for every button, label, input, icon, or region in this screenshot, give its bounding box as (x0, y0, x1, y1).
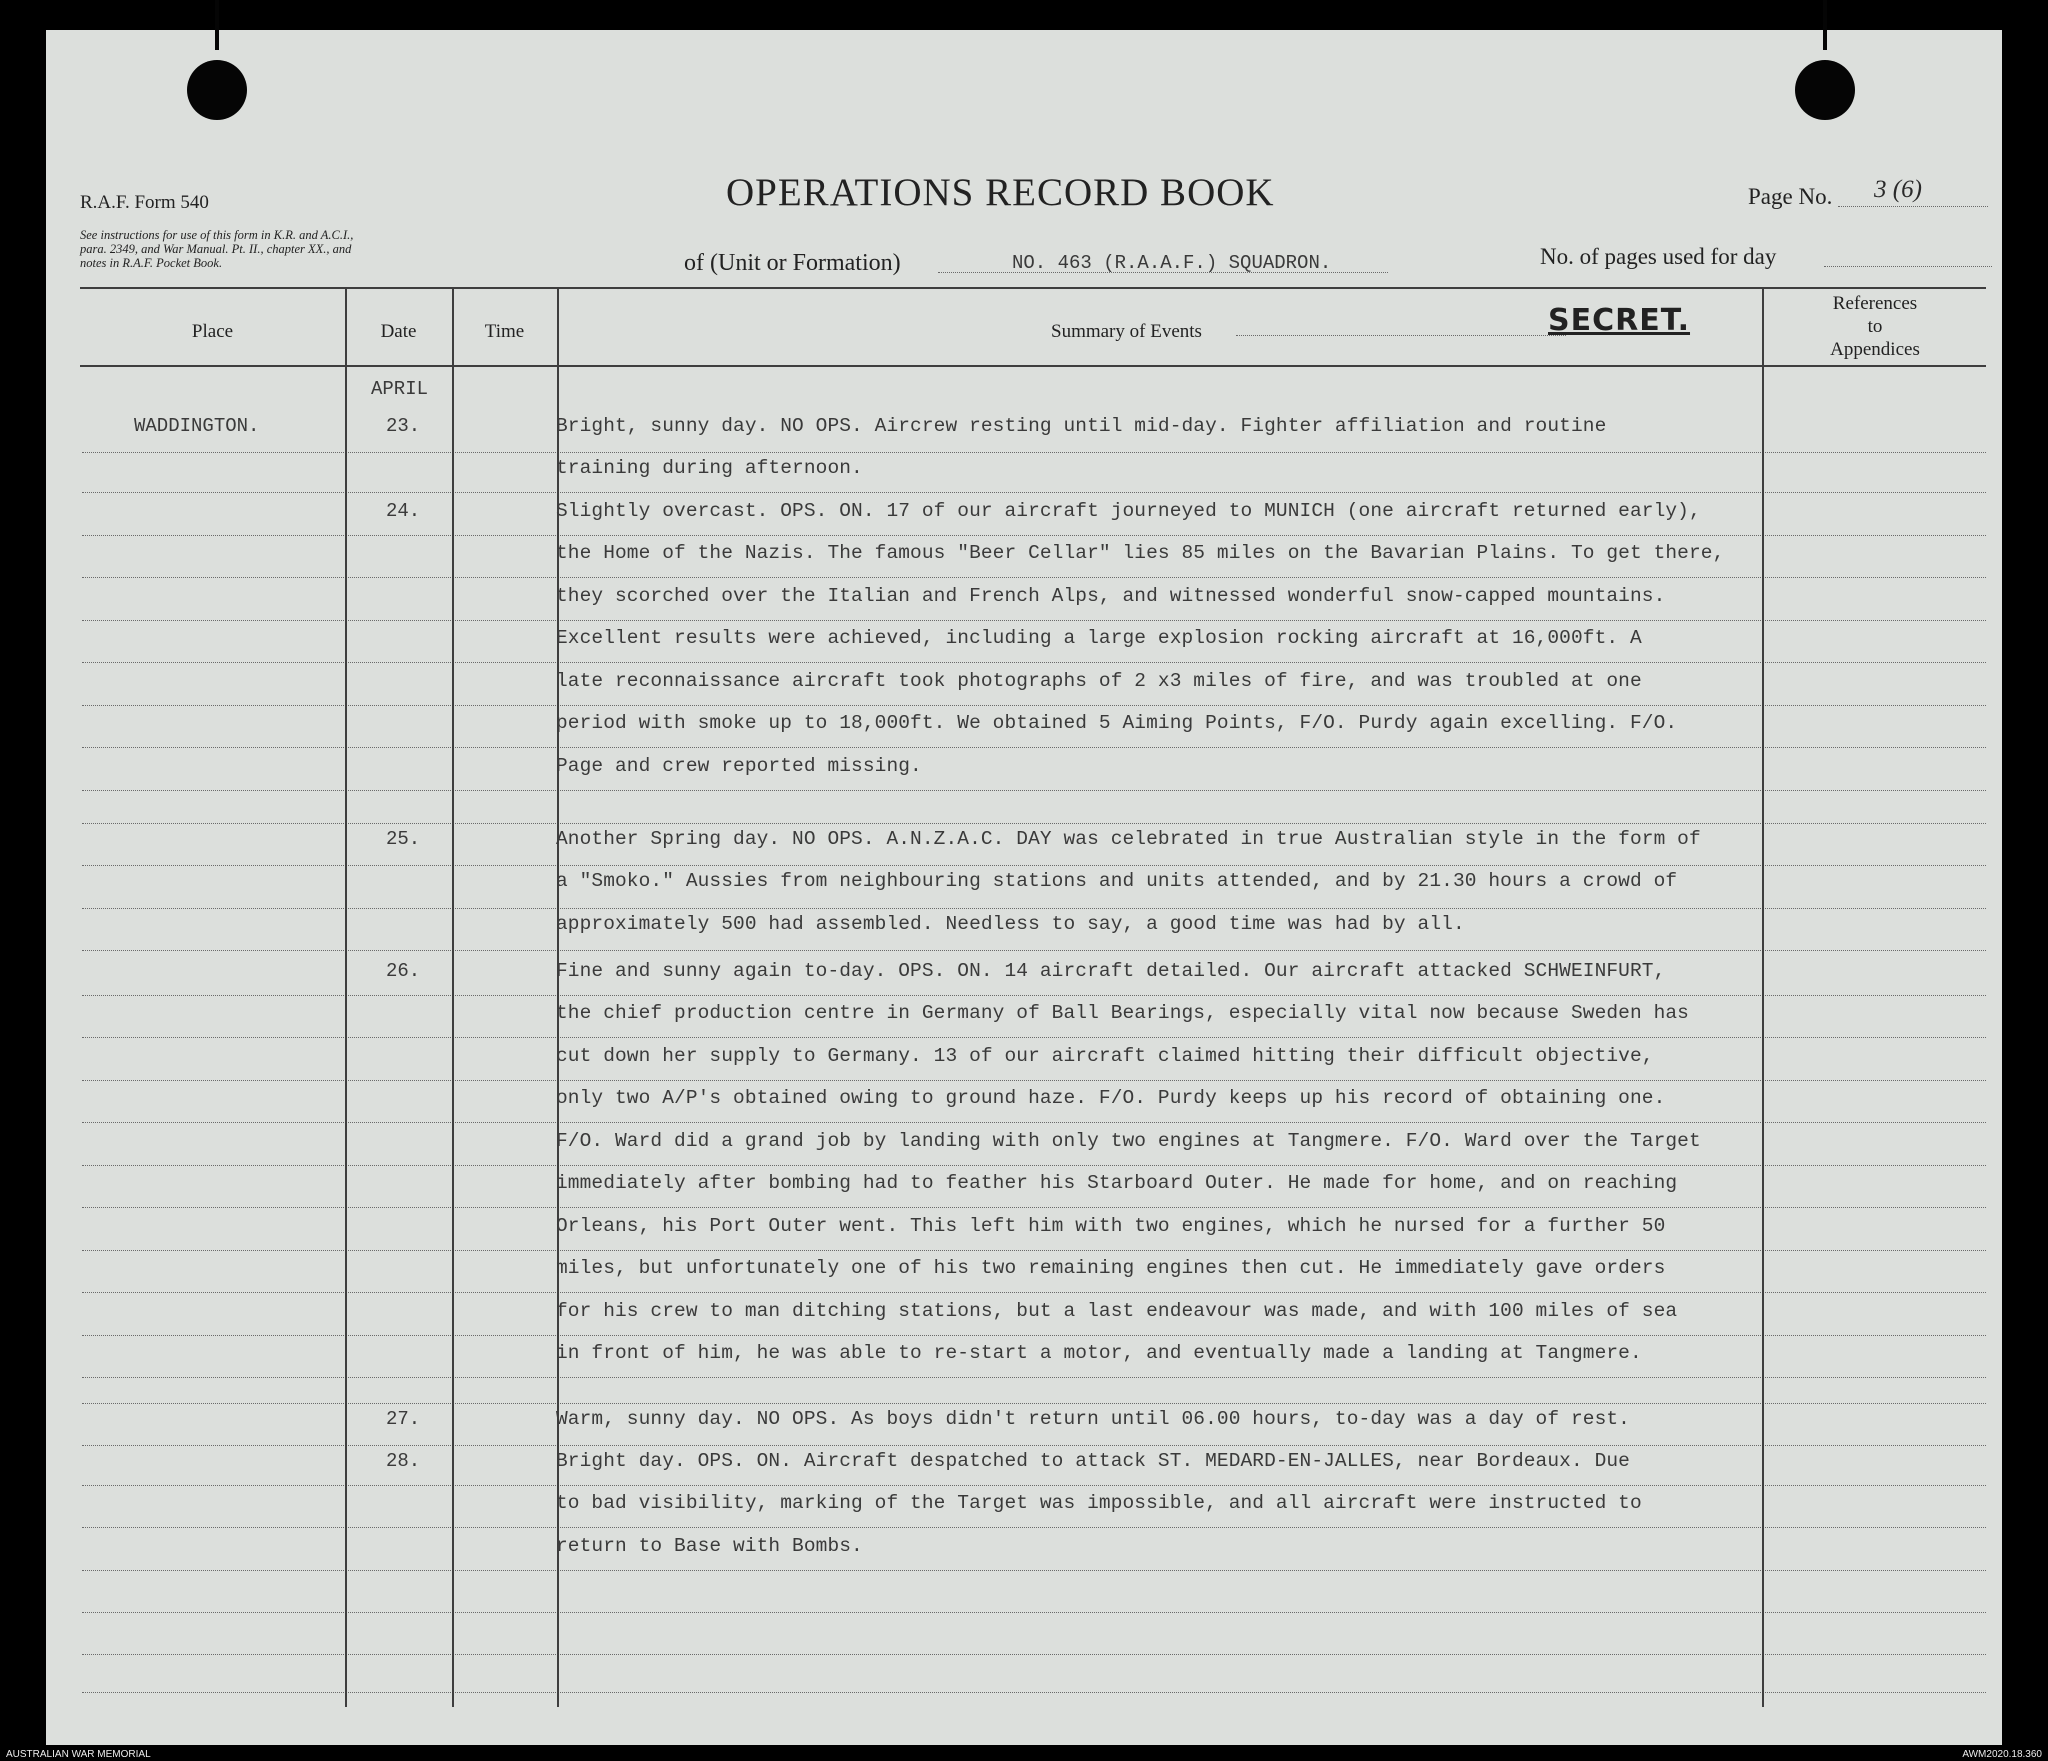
ruled-line (455, 995, 556, 996)
column-header-date: Date (380, 321, 417, 342)
ruled-line (1765, 1165, 1986, 1166)
ruled-line (348, 1037, 451, 1038)
ruled-line (1765, 620, 1986, 621)
column-divider-summary-references (1762, 287, 1764, 1707)
ruled-line (560, 705, 1761, 706)
summary-line: approximately 500 had assembled. Needless to say, a good time was had by all. (556, 913, 1465, 935)
ruled-line (1765, 823, 1986, 824)
ruled-line (82, 1692, 344, 1693)
ruled-line (560, 790, 1761, 791)
ruled-line (1765, 1037, 1986, 1038)
ruled-line (348, 535, 451, 536)
ruled-line (455, 1403, 556, 1404)
references-line: References (1832, 293, 1918, 314)
ruled-line (560, 577, 1761, 578)
ruled-line (560, 1335, 1761, 1336)
ruled-line (455, 1485, 556, 1486)
ruled-line (455, 1122, 556, 1123)
ruled-line (82, 1570, 344, 1571)
column-header-place: Place (191, 321, 234, 342)
ruled-line (348, 452, 451, 453)
ruled-line (1765, 1080, 1986, 1081)
date-entry: 23. (386, 415, 421, 437)
ruled-line (1765, 1570, 1986, 1571)
column-divider-date-time (452, 287, 454, 1707)
ruled-line (348, 950, 451, 951)
ruled-line (348, 1335, 451, 1336)
form-name: R.A.F. Form 540 (80, 192, 209, 213)
ruled-line (82, 1250, 344, 1251)
summary-line: Warm, sunny day. NO OPS. As boys didn't return until 06.00 hours, to-day was a day of rest. (556, 1408, 1630, 1430)
ruled-line (560, 1570, 1761, 1571)
summary-line: Orleans, his Port Outer went. This left him with two engines, which he nursed for a further 50 (556, 1215, 1666, 1237)
pages-used-dotted-line (1824, 266, 1992, 267)
ruled-line (560, 908, 1761, 909)
ruled-line (560, 1612, 1761, 1613)
references-line: Appendices (1830, 339, 1920, 360)
ruled-line (560, 1485, 1761, 1486)
ruled-line (348, 1403, 451, 1404)
ruled-line (82, 1403, 344, 1404)
ruled-line (348, 747, 451, 748)
ruled-line (455, 1377, 556, 1378)
ruled-line (348, 1485, 451, 1486)
ruled-line (82, 823, 344, 824)
ruled-line (1765, 1122, 1986, 1123)
ruled-line (1765, 535, 1986, 536)
ruled-line (455, 950, 556, 951)
ruled-line (82, 452, 344, 453)
summary-line: for his crew to man ditching stations, but a last endeavour was made, and with 100 miles of sea (556, 1300, 1678, 1322)
ruled-line (455, 1654, 556, 1655)
ruled-line (82, 1165, 344, 1166)
ruled-line (348, 1122, 451, 1123)
summary-line: Fine and sunny again to-day. OPS. ON. 14 aircraft detailed. Our aircraft attacked SCHWEINFURT, (556, 960, 1666, 982)
ruled-line (455, 577, 556, 578)
ruled-line (82, 662, 344, 663)
ruled-line (560, 620, 1761, 621)
ruled-line (560, 1527, 1761, 1528)
ruled-line (560, 747, 1761, 748)
ruled-line (560, 452, 1761, 453)
ruled-line (1765, 908, 1986, 909)
ruled-line (82, 747, 344, 748)
ruled-line (348, 908, 451, 909)
page-title: OPERATIONS RECORD BOOK (726, 171, 1275, 214)
ruled-line (455, 1207, 556, 1208)
ruled-line (82, 577, 344, 578)
ruled-line (1765, 995, 1986, 996)
ruled-line (348, 1080, 451, 1081)
ruled-line (455, 620, 556, 621)
instructions-line: para. 2349, and War Manual. Pt. II., chapter XX., and (80, 242, 352, 256)
ruled-line (560, 995, 1761, 996)
ruled-line (82, 535, 344, 536)
ruled-line (455, 1527, 556, 1528)
ruled-line (1765, 1654, 1986, 1655)
instructions-block (80, 228, 353, 270)
place-entry: WADDINGTON. (134, 415, 260, 437)
ruled-line (82, 1292, 344, 1293)
ruled-line (455, 1692, 556, 1693)
ruled-line (348, 662, 451, 663)
date-entry: 24. (386, 500, 421, 522)
ruled-line (82, 1207, 344, 1208)
ruled-line (348, 865, 451, 866)
ruled-line (560, 1122, 1761, 1123)
pages-used-label: No. of pages used for day (1540, 244, 1777, 269)
summary-line: the Home of the Nazis. The famous "Beer Cellar" lies 85 miles on the Bavarian Plains. To get there, (556, 542, 1725, 564)
ruled-line (348, 705, 451, 706)
ruled-line (560, 1080, 1761, 1081)
ruled-line (82, 1377, 344, 1378)
ruled-line (82, 950, 344, 951)
summary-header-dotted-line (1236, 335, 1566, 336)
summary-line: Bright day. OPS. ON. Aircraft despatched to attack ST. MEDARD-EN-JALLES, near Bordeaux. Due (556, 1450, 1630, 1472)
column-divider-place-date (345, 287, 347, 1707)
ruled-line (1765, 662, 1986, 663)
ruled-line (1765, 1612, 1986, 1613)
instructions-line: See instructions for use of this form in K.R. and A.C.I., (80, 228, 354, 242)
summary-line: return to Base with Bombs. (556, 1535, 863, 1557)
ruled-line (560, 1207, 1761, 1208)
ruled-line (82, 1485, 344, 1486)
ruled-line (560, 492, 1761, 493)
summary-line: the chief production centre in Germany of Ball Bearings, especially vital now because Sweden has (556, 1002, 1689, 1024)
ruled-line (455, 823, 556, 824)
summary-line: F/O. Ward did a grand job by landing with only two engines at Tangmere. F/O. Ward over the Target (556, 1130, 1701, 1152)
instructions-line: notes in R.A.F. Pocket Book. (80, 256, 223, 270)
ruled-line (455, 1250, 556, 1251)
summary-line: late reconnaissance aircraft took photographs of 2 x3 miles of fire, and was troubled at one (556, 670, 1642, 692)
ruled-line (82, 1654, 344, 1655)
ruled-line (348, 1207, 451, 1208)
ruled-line (82, 1037, 344, 1038)
ruled-line (348, 1165, 451, 1166)
summary-line: Page and crew reported missing. (556, 755, 922, 777)
references-line: to (1867, 316, 1883, 337)
ruled-line (82, 1612, 344, 1613)
summary-line: to bad visibility, marking of the Target was impossible, and all aircraft were instructed to (556, 1492, 1642, 1514)
ruled-line (560, 865, 1761, 866)
table-header-rule (80, 365, 1986, 367)
ruled-line (82, 705, 344, 706)
ruled-line (455, 1165, 556, 1166)
ruled-line (560, 1250, 1761, 1251)
ruled-line (455, 790, 556, 791)
ruled-line (82, 908, 344, 909)
ruled-line (455, 1292, 556, 1293)
ruled-line (560, 1037, 1761, 1038)
ruled-line (455, 1080, 556, 1081)
ruled-line (348, 1445, 451, 1446)
ruled-line (348, 1692, 451, 1693)
date-entry: 26. (386, 960, 421, 982)
ruled-line (455, 865, 556, 866)
archive-credit-left: AUSTRALIAN WAR MEMORIAL (6, 1749, 151, 1760)
page-no-dotted-line (1838, 206, 1988, 207)
ruled-line (82, 995, 344, 996)
ruled-line (1765, 577, 1986, 578)
ruled-line (1765, 790, 1986, 791)
ruled-line (348, 995, 451, 996)
ruled-line (82, 1335, 344, 1336)
ruled-line (1765, 1292, 1986, 1293)
column-header-time: Time (484, 321, 525, 342)
ruled-line (1765, 1692, 1986, 1693)
summary-line: in front of him, he was able to re-start a motor, and eventually made a landing at Tangmere. (556, 1342, 1642, 1364)
ruled-line (1765, 1377, 1986, 1378)
ruled-line (1765, 1250, 1986, 1251)
record-sheet (46, 30, 2002, 1745)
ruled-line (560, 1165, 1761, 1166)
ruled-line (82, 1527, 344, 1528)
ruled-line (455, 452, 556, 453)
ruled-line (455, 908, 556, 909)
summary-line: training during afternoon. (556, 457, 863, 479)
ruled-line (1765, 705, 1986, 706)
ruled-line (455, 747, 556, 748)
ruled-line (82, 1445, 344, 1446)
date-entry: 27. (386, 1408, 421, 1430)
ruled-line (348, 1250, 451, 1251)
ruled-line (455, 662, 556, 663)
unit-value: NO. 463 (R.A.A.F.) SQUADRON. (1012, 252, 1332, 274)
summary-line: miles, but unfortunately one of his two remaining engines then cut. He immediately gave orders (556, 1257, 1666, 1279)
ruled-line (560, 1377, 1761, 1378)
column-header-references (1764, 292, 1986, 361)
summary-line: period with smoke up to 18,000ft. We obtained 5 Aiming Points, F/O. Purdy again excelling. F/O. (556, 712, 1678, 734)
page-no-value: 3 (6) (1874, 176, 1922, 203)
ruled-line (1765, 1527, 1986, 1528)
date-entry: 25. (386, 828, 421, 850)
ruled-line (455, 535, 556, 536)
ruled-line (82, 865, 344, 866)
ruled-line (560, 1403, 1761, 1404)
ruled-line (82, 790, 344, 791)
ruled-line (1765, 1207, 1986, 1208)
ruled-line (455, 1335, 556, 1336)
date-entry: 28. (386, 1450, 421, 1472)
ruled-line (348, 790, 451, 791)
ruled-line (560, 1445, 1761, 1446)
ruled-line (1765, 1335, 1986, 1336)
ruled-line (1765, 1485, 1986, 1486)
ruled-line (348, 1654, 451, 1655)
summary-line: Excellent results were achieved, including a large explosion rocking aircraft at 16,000ft. A (556, 627, 1642, 649)
ruled-line (348, 577, 451, 578)
ruled-line (560, 1692, 1761, 1693)
punch-hole-left-icon (187, 60, 247, 120)
punch-hole-stem-right (1823, 0, 1827, 50)
ruled-line (560, 950, 1761, 951)
ruled-line (348, 1377, 451, 1378)
ruled-line (1765, 865, 1986, 866)
ruled-line (455, 492, 556, 493)
ruled-line (348, 620, 451, 621)
ruled-line (560, 535, 1761, 536)
ruled-line (455, 1570, 556, 1571)
ruled-line (455, 1445, 556, 1446)
ruled-line (348, 1612, 451, 1613)
punch-hole-stem-left (215, 0, 219, 50)
ruled-line (560, 662, 1761, 663)
ruled-line (82, 620, 344, 621)
ruled-line (348, 1570, 451, 1571)
archive-credit-right: AWM2020.18.360 (1962, 1749, 2042, 1760)
summary-line: cut down her supply to Germany. 13 of our aircraft claimed hitting their difficult objective, (556, 1045, 1654, 1067)
punch-hole-right-icon (1795, 60, 1855, 120)
secret-stamp: SECRET. (1548, 303, 1691, 338)
summary-line: Slightly overcast. OPS. ON. 17 of our aircraft journeyed to MUNICH (one aircraft returned early), (556, 500, 1701, 522)
summary-line: Bright, sunny day. NO OPS. Aircrew resting until mid-day. Fighter affiliation and routine (556, 415, 1607, 437)
ruled-line (560, 1292, 1761, 1293)
column-header-summary: Summary of Events (1051, 321, 1202, 342)
ruled-line (82, 1122, 344, 1123)
ruled-line (455, 705, 556, 706)
table-top-rule (80, 287, 1986, 289)
ruled-line (1765, 492, 1986, 493)
page-no-label: Page No. (1748, 184, 1833, 209)
summary-line: Another Spring day. NO OPS. A.N.Z.A.C. DAY was celebrated in true Australian style in the form of (556, 828, 1701, 850)
ruled-line (1765, 452, 1986, 453)
ruled-line (455, 1037, 556, 1038)
summary-line: a "Smoko." Aussies from neighbouring stations and units attended, and by 21.30 hours a crowd of (556, 870, 1678, 892)
ruled-line (1765, 950, 1986, 951)
ruled-line (82, 492, 344, 493)
ruled-line (348, 492, 451, 493)
ruled-line (560, 823, 1761, 824)
ruled-line (1765, 1403, 1986, 1404)
ruled-line (560, 1654, 1761, 1655)
summary-line: they scorched over the Italian and French Alps, and witnessed wonderful snow-capped mountains. (556, 585, 1666, 607)
summary-line: only two A/P's obtained owing to ground haze. F/O. Purdy keeps up his record of obtaining one. (556, 1087, 1666, 1109)
summary-line: immediately after bombing had to feather his Starboard Outer. He made for home, and on reaching (556, 1172, 1678, 1194)
ruled-line (82, 1080, 344, 1081)
ruled-line (348, 823, 451, 824)
ruled-line (348, 1527, 451, 1528)
ruled-line (455, 1612, 556, 1613)
unit-label: of (Unit or Formation) (684, 250, 901, 276)
ruled-line (348, 1292, 451, 1293)
ruled-line (1765, 747, 1986, 748)
ruled-line (1765, 1445, 1986, 1446)
month-entry: APRIL (370, 378, 428, 400)
